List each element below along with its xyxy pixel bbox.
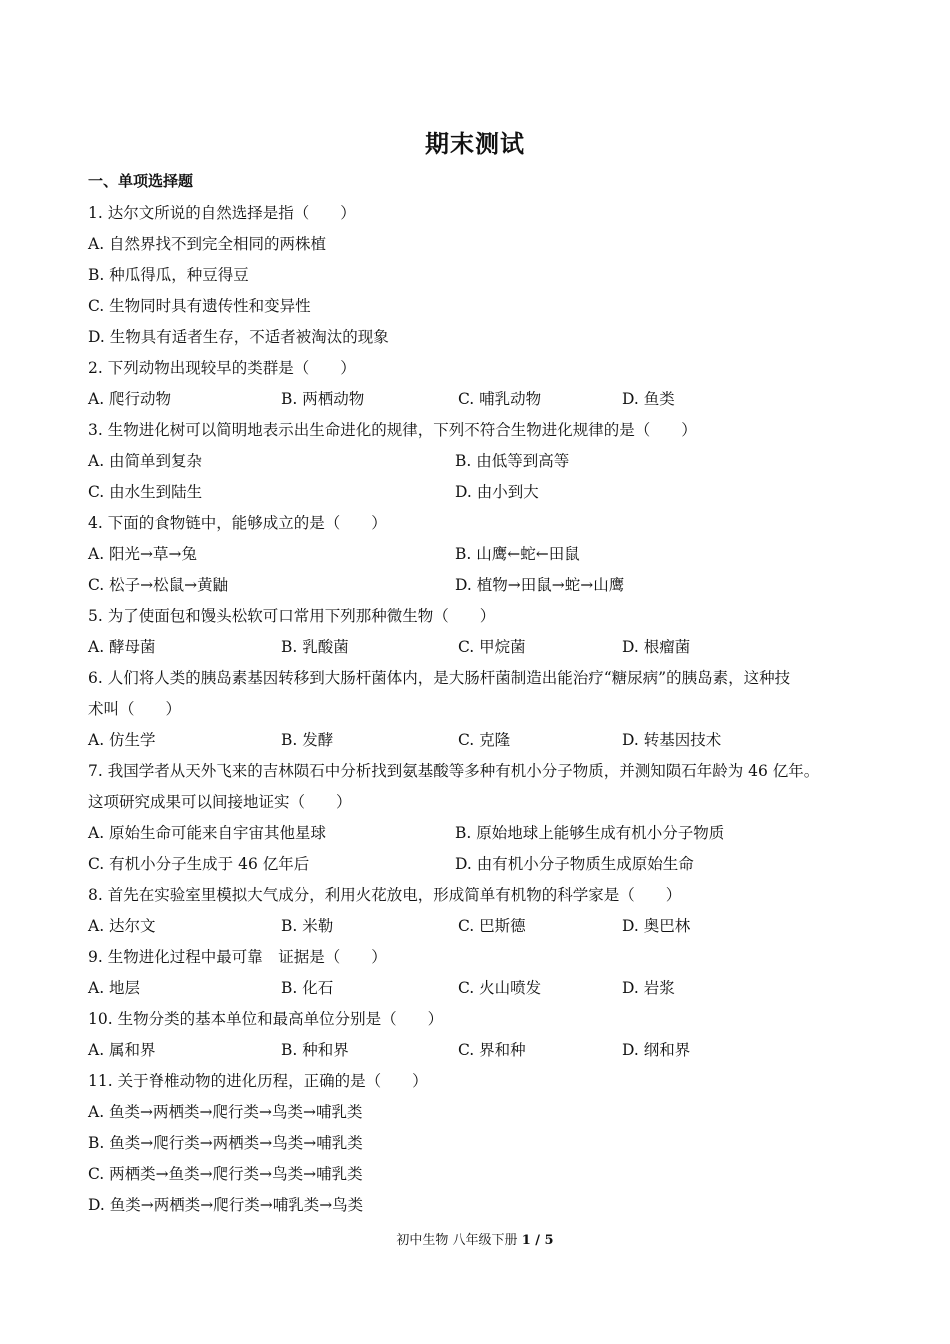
question-stem: 3. 生物进化树可以简明地表示出生命进化的规律，下列不符合生物进化规律的是（ ） (88, 421, 697, 439)
option-c: C. 两栖类→鱼类→爬行类→鸟类→哺乳类 (88, 1165, 363, 1183)
option-c: C. 有机小分子生成于 46 亿年后 (88, 855, 310, 873)
option-a: A. 爬行动物 (88, 390, 172, 408)
option-d: D. 根瘤菌 (622, 638, 691, 656)
option-b: B. 由低等到高等 (455, 452, 570, 470)
page-footer (0, 1229, 950, 1248)
option-c: C. 界和种 (458, 1041, 526, 1059)
question-9 (88, 942, 878, 1004)
question-stem: 5. 为了使面包和馒头松软可口常用下列那种微生物（ ） (88, 607, 496, 625)
question-stem: 2. 下列动物出现较早的类群是（ ） (88, 359, 356, 377)
question-stem: 7. 我国学者从天外飞来的吉林陨石中分析找到氨基酸等多种有机小分子物质，并测知陨石年龄为 46 亿年。 (88, 762, 820, 780)
option-row (88, 229, 878, 260)
option-d: D. 纲和界 (622, 1041, 691, 1059)
option-row (88, 1097, 878, 1128)
question-stem: 6. 人们将人类的胰岛素基因转移到大肠杆菌体内，是大肠杆菌制造出能治疗“糖尿病”的胰岛素，这种技 (88, 669, 791, 687)
option-row (88, 818, 878, 849)
option-c: C. 哺乳动物 (458, 390, 542, 408)
option-a: A. 仿生学 (88, 731, 156, 749)
option-row (88, 849, 878, 880)
option-row (88, 477, 878, 508)
footer-page-number: 1 / 5 (521, 1233, 554, 1248)
option-row (88, 539, 878, 570)
option-row (88, 632, 878, 663)
question-4 (88, 508, 878, 601)
question-stem: 4. 下面的食物链中，能够成立的是（ ） (88, 514, 387, 532)
option-c: C. 生物同时具有遗传性和变异性 (88, 297, 311, 315)
question-5 (88, 601, 878, 663)
option-b: B. 原始地球上能够生成有机小分子物质 (455, 824, 725, 842)
option-a: A. 自然界找不到完全相同的两株植 (88, 235, 327, 253)
option-c: C. 松子→松鼠→黄鼬 (88, 576, 229, 594)
option-b: B. 种瓜得瓜，种豆得豆 (88, 266, 249, 284)
option-d: D. 鱼类 (622, 390, 675, 408)
question-8 (88, 880, 878, 942)
option-row (88, 1190, 878, 1221)
option-d: D. 奥巴林 (622, 917, 691, 935)
option-row (88, 973, 878, 1004)
option-a: A. 鱼类→两栖类→爬行类→鸟类→哺乳类 (88, 1103, 363, 1121)
question-1 (88, 198, 878, 353)
page-title: 期末测试 (425, 129, 525, 158)
section-heading: 一、单项选择题 (88, 172, 194, 190)
option-a: A. 属和界 (88, 1041, 156, 1059)
question-stem: 这项研究成果可以间接地证实（ ） (88, 793, 352, 811)
option-d: D. 转基因技术 (622, 731, 722, 749)
option-d: D. 植物→田鼠→蛇→山鹰 (455, 576, 625, 594)
option-d: D. 由小到大 (455, 483, 539, 501)
option-row (88, 260, 878, 291)
option-a: A. 原始生命可能来自宇宙其他星球 (88, 824, 327, 842)
question-list (88, 198, 878, 1221)
question-7 (88, 756, 878, 880)
option-b: B. 乳酸菌 (281, 638, 349, 656)
option-row (88, 446, 878, 477)
option-a: A. 达尔文 (88, 917, 156, 935)
option-a: A. 地层 (88, 979, 141, 997)
option-row (88, 911, 878, 942)
option-a: A. 酵母菌 (88, 638, 156, 656)
option-a: A. 阳光→草→兔 (88, 545, 198, 563)
option-b: B. 山鹰←蛇←田鼠 (455, 545, 580, 563)
option-c: C. 克隆 (458, 731, 511, 749)
question-stem: 9. 生物进化过程中最可靠 证据是（ ） (88, 948, 387, 966)
option-b: B. 鱼类→爬行类→两栖类→鸟类→哺乳类 (88, 1134, 363, 1152)
option-d: D. 岩浆 (622, 979, 675, 997)
option-c: C. 由水生到陆生 (88, 483, 203, 501)
option-c: C. 巴斯德 (458, 917, 526, 935)
question-stem: 10. 生物分类的基本单位和最高单位分别是（ ） (88, 1010, 444, 1028)
option-b: B. 种和界 (281, 1041, 349, 1059)
option-row (88, 725, 878, 756)
question-stem: 术叫（ ） (88, 700, 182, 718)
question-3 (88, 415, 878, 508)
option-d: D. 鱼类→两栖类→爬行类→哺乳类→鸟类 (88, 1196, 364, 1214)
option-b: B. 米勒 (281, 917, 334, 935)
option-row (88, 1035, 878, 1066)
option-d: D. 由有机小分子物质生成原始生命 (455, 855, 694, 873)
question-2 (88, 353, 878, 415)
question-stem: 1. 达尔文所说的自然选择是指（ ） (88, 204, 356, 222)
option-c: C. 甲烷菌 (458, 638, 526, 656)
option-row (88, 291, 878, 322)
option-row (88, 322, 878, 353)
question-stem: 8. 首先在实验室里模拟大气成分，利用火花放电，形成简单有机物的科学家是（ ） (88, 886, 682, 904)
option-d: D. 生物具有适者生存，不适者被淘汰的现象 (88, 328, 389, 346)
question-11 (88, 1066, 878, 1221)
question-stem: 11. 关于脊椎动物的进化历程，正确的是（ ） (88, 1072, 428, 1090)
footer-course: 初中生物 八年级下册 (396, 1233, 518, 1248)
option-c: C. 火山喷发 (458, 979, 542, 997)
option-b: B. 两栖动物 (281, 390, 365, 408)
option-row (88, 384, 878, 415)
option-row (88, 1128, 878, 1159)
option-b: B. 发酵 (281, 731, 334, 749)
question-10 (88, 1004, 878, 1066)
option-row (88, 1159, 878, 1190)
option-a: A. 由简单到复杂 (88, 452, 203, 470)
question-6 (88, 663, 878, 756)
option-b: B. 化石 (281, 979, 334, 997)
option-row (88, 570, 878, 601)
